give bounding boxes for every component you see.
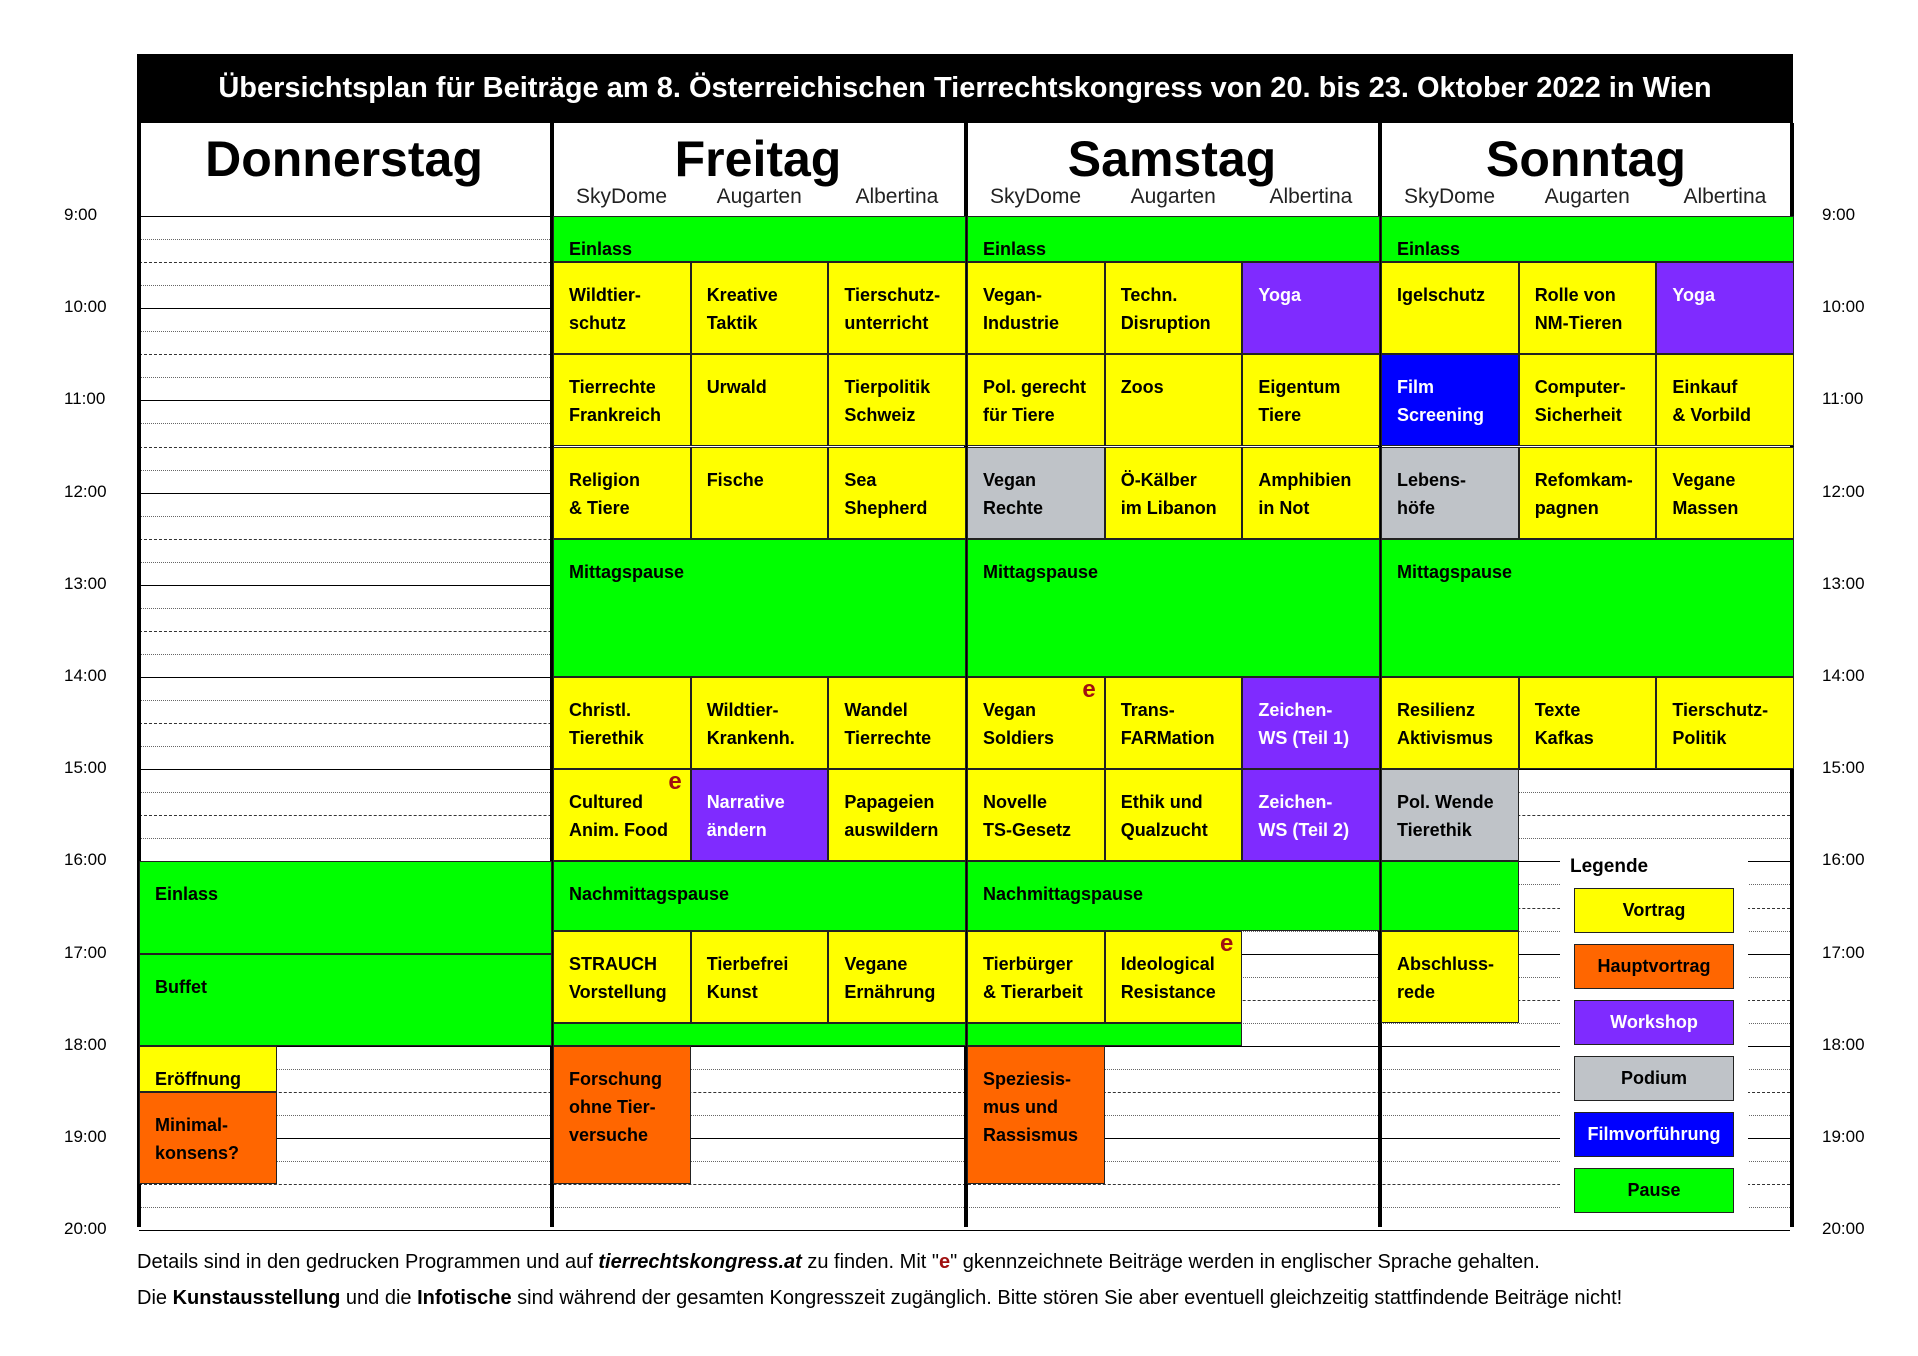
legend-item-hauptvortrag: Hauptvortrag: [1574, 944, 1734, 989]
session-vortrag[interactable]: Fische: [691, 447, 829, 539]
room-label: Augarten: [716, 185, 802, 208]
session-pause[interactable]: Mittagspause: [1381, 539, 1794, 677]
time-label-left: 20:00: [64, 1219, 107, 1239]
legend-item-workshop: Workshop: [1574, 1000, 1734, 1045]
session-vortrag[interactable]: Cultured Anim. Food e: [553, 769, 691, 861]
session-film[interactable]: Film Screening: [1381, 354, 1519, 446]
english-marker: e: [938, 1251, 951, 1273]
session-pause[interactable]: Nachmittagspause: [553, 861, 966, 930]
time-label-left: 18:00: [64, 1034, 107, 1054]
time-label-right: 10:00: [1822, 297, 1865, 317]
session-vortrag[interactable]: Vegan Soldiers e: [967, 677, 1105, 769]
footer-text: und die: [340, 1287, 418, 1309]
footer-text: Details sind in den gedrucken Programmen und auf: [137, 1251, 599, 1273]
session-podium[interactable]: Lebens- höfe: [1381, 447, 1519, 539]
time-label-right: 18:00: [1822, 1034, 1865, 1054]
footer-text: sind während der gesamten Kongresszeit zugänglich. Bitte stören Sie aber eventuell gleichzeitig stattfindende Beiträge nicht!: [511, 1287, 1623, 1309]
footer-text: " gkennzeichnete Beiträge werden in englischer Sprache gehalten.: [950, 1251, 1540, 1273]
day-header-donnerstag: Donnerstag: [205, 131, 483, 187]
session-workshop[interactable]: Zeichen- WS (Teil 2): [1242, 769, 1380, 861]
session-vortrag[interactable]: Vegane Massen: [1656, 447, 1794, 539]
session-vortrag[interactable]: Religion & Tiere: [553, 447, 691, 539]
legend-title: Legende: [1570, 856, 1649, 877]
time-label-right: 15:00: [1822, 758, 1865, 778]
footer-bold: Kunstausstellung: [172, 1287, 341, 1309]
session-vortrag[interactable]: Eröffnung: [139, 1046, 277, 1092]
time-label-left: 11:00: [64, 389, 106, 409]
session-hauptvortrag[interactable]: Minimal- konsens?: [139, 1092, 277, 1184]
session-vortrag[interactable]: Tierbefrei Kunst: [691, 931, 829, 1023]
session-vortrag[interactable]: Tierbürger & Tierarbeit: [967, 931, 1105, 1023]
time-label-left: 10:00: [64, 297, 107, 317]
session-vortrag[interactable]: Kreative Taktik: [691, 262, 829, 354]
footer-line-2: [137, 1287, 1622, 1310]
time-label-right: 19:00: [1822, 1127, 1865, 1146]
time-label-left: 13:00: [64, 573, 107, 593]
session-vortrag[interactable]: Tierschutz- Politik: [1656, 677, 1794, 769]
time-label-right: 12:00: [1822, 481, 1865, 501]
time-label-right: 14:00: [1822, 666, 1865, 685]
session-vortrag[interactable]: Novelle TS-Gesetz: [967, 769, 1105, 861]
session-workshop[interactable]: Yoga: [1242, 262, 1380, 354]
session-vortrag[interactable]: Eigentum Tiere: [1242, 354, 1380, 446]
session-vortrag[interactable]: Computer- Sicherheit: [1519, 354, 1657, 446]
time-label-left: 9:00: [64, 205, 98, 224]
room-label: SkyDome: [575, 185, 668, 208]
room-label: Albertina: [1683, 185, 1767, 208]
time-label-right: 16:00: [1822, 850, 1865, 870]
time-label-right: 11:00: [1822, 389, 1864, 409]
legend-item-podium: Podium: [1574, 1056, 1734, 1101]
time-label-left: 17:00: [64, 942, 107, 962]
room-label: Augarten: [1130, 185, 1216, 208]
session-vortrag[interactable]: Tierschutz- unterricht: [828, 262, 966, 354]
session-pause[interactable]: Buffet: [139, 954, 552, 1046]
english-marker: e: [668, 769, 682, 796]
room-label: Augarten: [1544, 185, 1630, 208]
footer-bold: Infotische: [417, 1287, 512, 1309]
session-vortrag[interactable]: Resilienz Aktivismus: [1381, 677, 1519, 769]
session-vortrag[interactable]: Wildtier- schutz: [553, 262, 691, 354]
session-vortrag[interactable]: Amphibien in Not: [1242, 447, 1380, 539]
session-workshop[interactable]: Narrative ändern: [691, 769, 829, 861]
session-pause[interactable]: Mittagspause: [553, 539, 966, 677]
time-label-right: 17:00: [1822, 942, 1865, 962]
session-vortrag[interactable]: Pol. gerecht für Tiere: [967, 354, 1105, 446]
session-vortrag[interactable]: Igelschutz: [1381, 262, 1519, 354]
session-pause[interactable]: Einlass: [553, 216, 966, 262]
session-hauptvortrag[interactable]: Speziesis- mus und Rassismus: [967, 1046, 1105, 1184]
time-label-right: 13:00: [1822, 573, 1865, 593]
english-marker: e: [1220, 930, 1234, 957]
legend-item-pause: Pause: [1574, 1168, 1734, 1213]
session-pause[interactable]: Nachmittagspause: [967, 861, 1380, 930]
session-pause[interactable]: Einlass: [139, 861, 552, 953]
english-marker: e: [1082, 677, 1096, 703]
day-header-freitag: Freitag: [674, 131, 842, 187]
day-header-sonntag: Sonntag: [1486, 131, 1686, 187]
session-workshop[interactable]: Zeichen- WS (Teil 1): [1242, 677, 1380, 769]
session-podium[interactable]: Vegan Rechte: [967, 447, 1105, 539]
time-label-left: 12:00: [64, 481, 107, 501]
footer-text: zu finden. Mit ": [801, 1251, 939, 1273]
session-vortrag[interactable]: Vegan- Industrie: [967, 262, 1105, 354]
legend: [1560, 848, 1748, 1228]
session-vortrag[interactable]: Wildtier- Krankenh.: [691, 677, 829, 769]
session-vortrag[interactable]: Wandel Tierrechte: [828, 677, 966, 769]
session-vortrag[interactable]: Einkauf & Vorbild: [1656, 354, 1794, 446]
session-vortrag[interactable]: Techn. Disruption: [1105, 262, 1243, 354]
footer-line-1: [137, 1251, 1540, 1274]
time-label-left: 19:00: [64, 1127, 107, 1146]
session-vortrag[interactable]: Christl. Tierethik: [553, 677, 691, 769]
session-vortrag[interactable]: Papageien auswildern: [828, 769, 966, 861]
session-vortrag[interactable]: Sea Shepherd: [828, 447, 966, 539]
room-label: Albertina: [1269, 185, 1353, 208]
room-label: SkyDome: [1403, 185, 1496, 208]
day-header-samstag: Samstag: [1067, 131, 1277, 187]
session-vortrag[interactable]: Tierrechte Frankreich: [553, 354, 691, 446]
time-label-right: 9:00: [1822, 205, 1856, 224]
room-label: SkyDome: [989, 185, 1082, 208]
session-workshop[interactable]: Yoga: [1656, 262, 1794, 354]
session-vortrag[interactable]: Tierpolitik Schweiz: [828, 354, 966, 446]
session-vortrag[interactable]: Refomkam- pagnen: [1519, 447, 1657, 539]
session-pause[interactable]: Einlass: [1381, 216, 1794, 262]
session-pause[interactable]: [967, 1023, 1242, 1046]
legend-item-film: Filmvorführung: [1574, 1112, 1734, 1157]
grid-line: [139, 1230, 1790, 1231]
time-label-left: 14:00: [64, 666, 107, 685]
session-vortrag[interactable]: Zoos: [1105, 354, 1243, 446]
session-pause[interactable]: Einlass: [967, 216, 1380, 262]
time-label-left: 15:00: [64, 758, 107, 778]
session-pause[interactable]: Mittagspause: [967, 539, 1380, 677]
website-link[interactable]: tierrechtskongress.at: [598, 1251, 802, 1273]
session-vortrag[interactable]: Rolle von NM-Tieren: [1519, 262, 1657, 354]
session-vortrag[interactable]: Ö-Kälber im Libanon: [1105, 447, 1243, 539]
page-title: Übersichtsplan für Beiträge am 8. Österreichischen Tierrechtskongress von 20. bis 23. Oktober 2022 in Wien: [137, 54, 1793, 123]
session-vortrag[interactable]: STRAUCH Vorstellung: [553, 931, 691, 1023]
session-vortrag[interactable]: Trans- FARMation: [1105, 677, 1243, 769]
time-label-right: 20:00: [1822, 1219, 1865, 1239]
session-vortrag[interactable]: Ideological Resistance e: [1105, 931, 1243, 1023]
session-vortrag[interactable]: Texte Kafkas: [1519, 677, 1657, 769]
session-vortrag[interactable]: Ethik und Qualzucht: [1105, 769, 1243, 861]
session-hauptvortrag[interactable]: Forschung ohne Tier- versuche: [553, 1046, 691, 1184]
session-pause[interactable]: [1381, 861, 1519, 930]
session-vortrag[interactable]: Urwald: [691, 354, 829, 446]
legend-item-vortrag: Vortrag: [1574, 888, 1734, 933]
footer-text: Die: [137, 1287, 173, 1309]
session-pause[interactable]: [553, 1023, 966, 1046]
session-vortrag[interactable]: Abschluss- rede: [1381, 931, 1519, 1023]
session-podium[interactable]: Pol. Wende Tierethik: [1381, 769, 1519, 861]
time-label-left: 16:00: [64, 850, 107, 870]
room-label: Albertina: [855, 185, 939, 208]
session-vortrag[interactable]: Vegane Ernährung: [828, 931, 966, 1023]
